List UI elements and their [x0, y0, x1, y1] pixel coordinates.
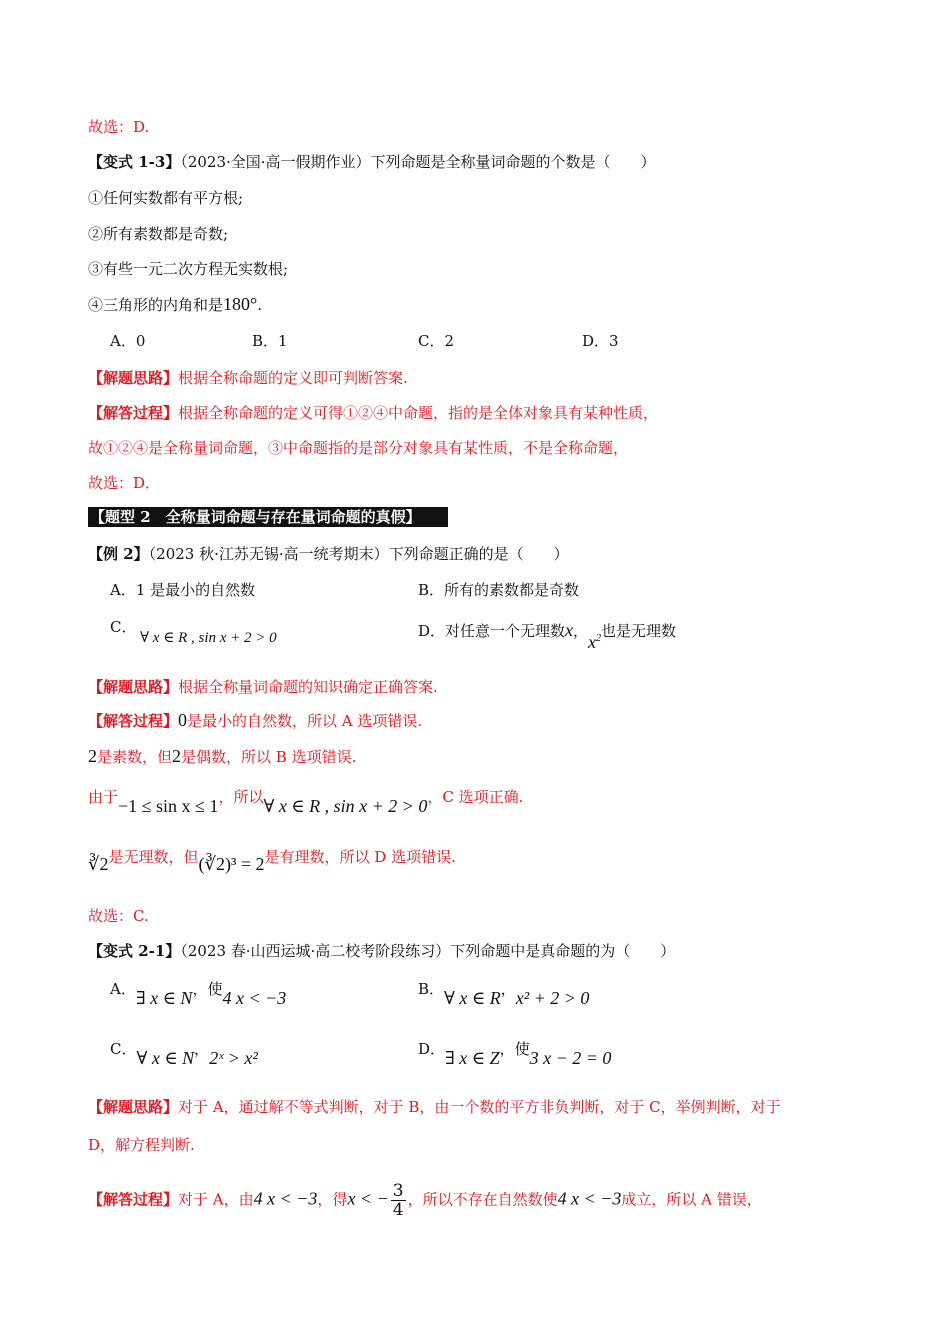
option-c: C．2	[418, 332, 455, 350]
option-b: B．1	[252, 332, 288, 350]
option-label: A．	[110, 980, 136, 998]
math-x-squared: $x^2$	[588, 632, 602, 652]
math-sin-range: −1 ≤ sin x ≤ 1	[118, 796, 219, 816]
idea-text: 根据全称量词命题的知识确定正确答案.	[178, 678, 438, 696]
v21-process-a	[88, 1182, 762, 1219]
v21-solution-idea-cont: D，解方程判断.	[88, 1136, 195, 1154]
option-text: ，使	[192, 980, 223, 998]
ex2-process-c	[88, 786, 524, 816]
math-x: x	[565, 620, 574, 640]
option-text: D．对任意一个无理数	[418, 622, 566, 640]
idea-text: 对于 A，通过解不等式判断，对于 B，由一个数的平方非负判断，对于 C，举例判断，对于	[178, 1098, 781, 1116]
answer-1: 故选：D．	[88, 474, 161, 492]
option-text: ，使	[499, 1040, 530, 1058]
example-2-question	[88, 544, 569, 564]
comma: ，	[573, 622, 589, 640]
variant-tag: 【变式 2-1】	[88, 942, 181, 960]
process-tag: 【解答过程】	[88, 712, 179, 730]
v21-option-c	[110, 1038, 258, 1068]
process-text: 由于	[88, 788, 119, 806]
math-cube-root: ∛2	[88, 854, 109, 874]
question-text: （2023 春·山西运城·高二校考阶段练习）下列命题中是真命题的为（ ）	[180, 942, 676, 960]
statement-4	[88, 294, 262, 315]
solution-idea	[88, 368, 408, 388]
variant-tag: 【变式 1-3】	[88, 153, 181, 171]
option-label: B．	[418, 980, 445, 998]
process-tag: 【解答过程】	[88, 1190, 179, 1209]
ex2-option-b: B．所有的素数都是奇数	[418, 581, 580, 599]
math-ineq: 4 x < −3	[253, 1188, 318, 1209]
option-math-2: 2ˣ > x²	[209, 1048, 258, 1068]
solution-process-cont: 故①②④是全称量词命题，③中命题指的是部分对象具有某性质，不是全称命题，	[88, 439, 629, 457]
answer-previous: 故选：D.	[88, 118, 150, 136]
idea-tag: 【解题思路】	[88, 369, 179, 387]
math-zero: 0	[178, 710, 188, 730]
math-cube-root-power: (∛2)³ = 2	[198, 854, 265, 874]
ex2-option-c-math: ∀ x ∈ R , sin x + 2 > 0	[140, 630, 277, 646]
process-text: 是最小的自然数，所以 A 选项错误.	[187, 712, 423, 730]
statement-3: ③有些一元二次方程无实数根;	[88, 260, 289, 278]
process-text: 对于 A，由	[178, 1190, 254, 1209]
process-text-3: ，所以不存在自然数使	[407, 1190, 558, 1209]
variant-1-3-question	[88, 152, 656, 172]
ex2-option-d	[418, 617, 677, 652]
ex2-solution-idea	[88, 677, 438, 697]
option-label: C．	[110, 1040, 137, 1058]
math-two: 2	[88, 746, 97, 766]
section-title: 【题型 2 全称量词命题与存在量词命题的真假】	[90, 508, 421, 526]
fraction-three-quarters: $\frac{3}{4}$	[392, 1181, 404, 1220]
process-text-2: ，得	[317, 1190, 348, 1209]
option-label: D．	[418, 1040, 446, 1058]
question-text: （2023·全国·高一假期作业）下列命题是全称量词命题的个数是（ ）	[180, 153, 656, 171]
v21-option-b	[418, 978, 590, 1008]
period: .	[257, 296, 262, 314]
v21-solution-idea	[88, 1097, 781, 1117]
ex2-option-c-label: C．	[110, 618, 137, 636]
statement-1: ①任何实数都有平方根;	[88, 189, 244, 207]
option-text-post: 也是无理数	[601, 622, 677, 640]
statement-2: ②所有素数都是奇数;	[88, 225, 229, 243]
math-two: 2	[172, 746, 182, 766]
ex2-process-b	[88, 746, 356, 767]
variant-2-1-question	[88, 941, 675, 961]
section-heading	[88, 507, 448, 527]
option-math: ∃ x ∈ Z	[445, 1048, 500, 1068]
process-text-mid: ，所以	[218, 788, 264, 806]
idea-text: 根据全称命题的定义即可判断答案.	[178, 369, 408, 387]
option-d: D．3	[582, 332, 619, 350]
v21-option-a	[110, 978, 287, 1008]
math-forall-sin: ∀ x ∈ R , sin x + 2 > 0	[263, 796, 428, 816]
question-text: （2023 秋·江苏无锡·高一统考期末）下列命题正确的是（ ）	[148, 545, 569, 563]
process-text: 是素数，但	[97, 748, 173, 766]
idea-tag: 【解题思路】	[88, 1098, 179, 1116]
process-text-post: 是有理数，所以 D 选项错误.	[264, 848, 456, 866]
ex2-process-d	[88, 846, 456, 874]
process-text: 根据全称命题的定义可得①②④中命题，指的是全体对象具有某种性质，	[178, 404, 659, 422]
math-expression: 180°	[223, 294, 258, 314]
process-tag: 【解答过程】	[88, 404, 179, 422]
option-math-2: x² + 2 > 0	[515, 988, 590, 1008]
answer-2: 故选：C.	[88, 907, 149, 925]
option-math: ∀ x ∈ N	[136, 1048, 195, 1068]
ex2-option-a: A．1 是最小的自然数	[110, 581, 256, 599]
process-text: 是无理数，但	[108, 848, 199, 866]
option-math-2: 4 x < −3	[222, 988, 287, 1008]
v21-option-d	[418, 1038, 612, 1068]
option-math-2: 3 x − 2 = 0	[529, 1048, 612, 1068]
ex2-process-a	[88, 710, 422, 731]
option-text: ，	[500, 980, 516, 998]
process-text-post: ，C 选项正确.	[427, 788, 524, 806]
solution-process	[88, 403, 658, 423]
option-text: ，	[194, 1040, 210, 1058]
idea-tag: 【解题思路】	[88, 678, 179, 696]
example-tag: 【例 2】	[88, 545, 149, 563]
option-math: ∃ x ∈ N	[135, 988, 193, 1008]
process-text-4: 成立，所以 A 错误，	[621, 1190, 762, 1209]
option-a: A．0	[110, 332, 146, 350]
math-x-less: x < −	[347, 1188, 389, 1209]
math-ineq-2: 4 x < −3	[557, 1188, 622, 1209]
option-math: ∀ x ∈ R	[444, 988, 501, 1008]
statement-text: ④三角形的内角和是	[88, 296, 224, 314]
process-text-post: 是偶数，所以 B 选项错误.	[181, 748, 357, 766]
